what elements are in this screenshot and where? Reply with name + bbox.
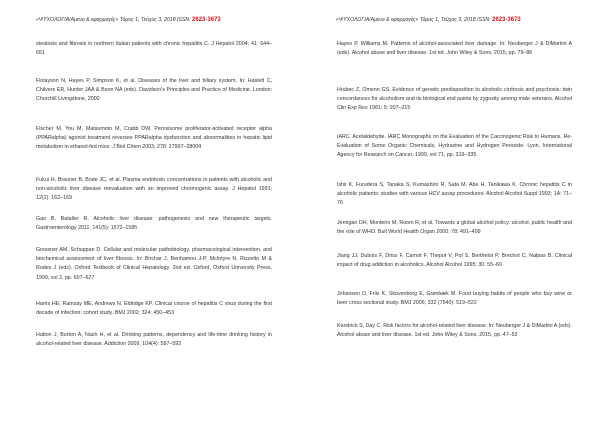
reference-entry: Hatton J, Burton A, Nash H, et al. Drinking patterns, dependency and life-time drinking history in alcohol-related liver disease. Addiction 2009; 104(4): 587–592 bbox=[36, 332, 272, 348]
reference-entry: Fukui H, Brauner B, Bode JC, et al. Plasma endotoxin concentrations in patients with alcoholic and non-alcoholic liver disease reevaluation with an improved chromogenic assay. J Hepatol 1991; 12(2): 162–169 bbox=[36, 177, 272, 202]
journal-info: «ΨΥΧΟΛΟΓΙΑ/Αμενο & εφαρμογές» Τόμος 1, Τεύχος 3, 2018 ISSN: bbox=[36, 17, 191, 23]
reference-entry: Hrubec Z, Omenn GS. Evidence of genetic predisposition to alcoholic cirrhosis and psychosis: twin concordances for alcoholism and its biological end points by zygosity among male veterans. Alcohol Clin Exp Res 1981; 5: 207–215 bbox=[337, 87, 572, 112]
reference-entry: Harris HE, Ramsay ME, Andrews N, Eldridge KP. Clinical course of hepatitis C virus during the first decade of infection: cohort study. BMJ 2002; 324: 450–453 bbox=[36, 301, 272, 317]
journal-info: «ΨΥΧΟΛΟΓΙΑ/Αμενο & εφαρμογές» Τόμος 1, Τεύχος 3, 2018 ISSN: bbox=[336, 17, 491, 23]
reference-entry: Fischer M, You M, Matsumoto M, Crabb DW. Peroxisome proliferator-activated receptor alpha (PPARalpha) agonist treatment reverses PPARalpha dysfunction and abnormalities in hepatic lipid metabolism in ethanol-fed mice. J Biol Chem 2003; 278: 27997–28004 bbox=[36, 126, 272, 151]
reference-entry: Kendrick S, Day C. Risk factors for alcohol-related liver disease. In: Neuberger J & DiMartini A (eds). Alcohol abuse and liver disease. 1st ed. John Wiley & Sons, 2015, pp. 47–53 bbox=[337, 323, 572, 339]
reference-entry: Gao B, Bataller R. Alcoholic liver disease: pathogenesis and new therapeutic targets. Gastroenterology 2011; 141(5): 1572–1585 bbox=[36, 216, 272, 232]
reference-entry: Ishii K, Furudera S, Tanaka S, Kumashiro R, Sata M, Abe H, Tanikawa K. Chronic hepatitis C in alcoholic patients: studies with various HCV assay procedures. Alcohol Alcohol Suppl 1993; 1A: 71–76 bbox=[337, 182, 572, 207]
reference-entry: Jiang JJ, Dubois F, Driss F, Carnot F, Thepot V, Pol S, Berthelot P, Brechot C, Nalpas B. Clinical impact of drug addiction in alcoholics. Alcohol Alcohol 1995; 30: 55–60 bbox=[337, 253, 572, 269]
reference-entry: steatosis and fibrosis in northern Italian patients with chronic hepatitis C. J Hepatol 2004; 41: 644–651 bbox=[36, 41, 272, 57]
right-page bbox=[300, 0, 600, 424]
running-header bbox=[36, 17, 221, 23]
running-header bbox=[336, 17, 521, 23]
issn-number: 2623-3673 bbox=[492, 17, 521, 23]
reference-entry: Finlayson N, Hayes P, Simpson K, et al. Diseases of the liver and biliary system. In: Haslett C, Chilvers ER, Hunter JAA & Boon NA (eds). Davidson's Principles and Practice of Medicine. London: Churchill Livingstone, 2000 bbox=[36, 78, 272, 103]
reference-entry: Gressner AM, Schuppan D. Cellular and molecular pathobiology, pharmacological intervention, and biochemical assessment of liver fibrosis. In: Birchar J, Benhamou J-P, McIntyre N, Rizzetto M & Rodes J (eds). Oxford Textbook of Clinical Hepatology. 2nd ed. Oxford, Oxford University Press, 1999, vol 2, pp. 607–627 bbox=[36, 247, 272, 281]
reference-entry: Jernigan DH, Monteiro M, Room R, et al. Towards a global alcohol policy: alcohol, public health and the role of WHO. Bull World Health Organ 2000; 78: 491–499 bbox=[337, 220, 572, 236]
reference-entry: Johansen D, Friis K, Skovenborg E, Grønbæk M. Food buying habits of people who buy wine or beer cross sectional study. BMJ 2006; 332 (7540): 519–522 bbox=[337, 291, 572, 307]
reference-entry: IARC. Acetaldehyde. IARC Monographs on the Evaluation of the Carcinogenic Risk to Humans. Re-Evaluation of Some Organic Chemicals, Hydrazine and Hydrogen Peroxide. Lyon, International Agency for Research on Cancer, 1999, vol 71, pp. 319–335 bbox=[337, 134, 572, 159]
issn-number: 2623-3673 bbox=[192, 17, 221, 23]
reference-entry: Hayes P, Williams M. Patterns of alcohol-associated liver damage. In: Neuberger J & DiMartini A (eds). Alcohol abuse and liver disease. 1st ed. John Wiley & Sons, 2015, pp. 79–86 bbox=[337, 41, 572, 57]
